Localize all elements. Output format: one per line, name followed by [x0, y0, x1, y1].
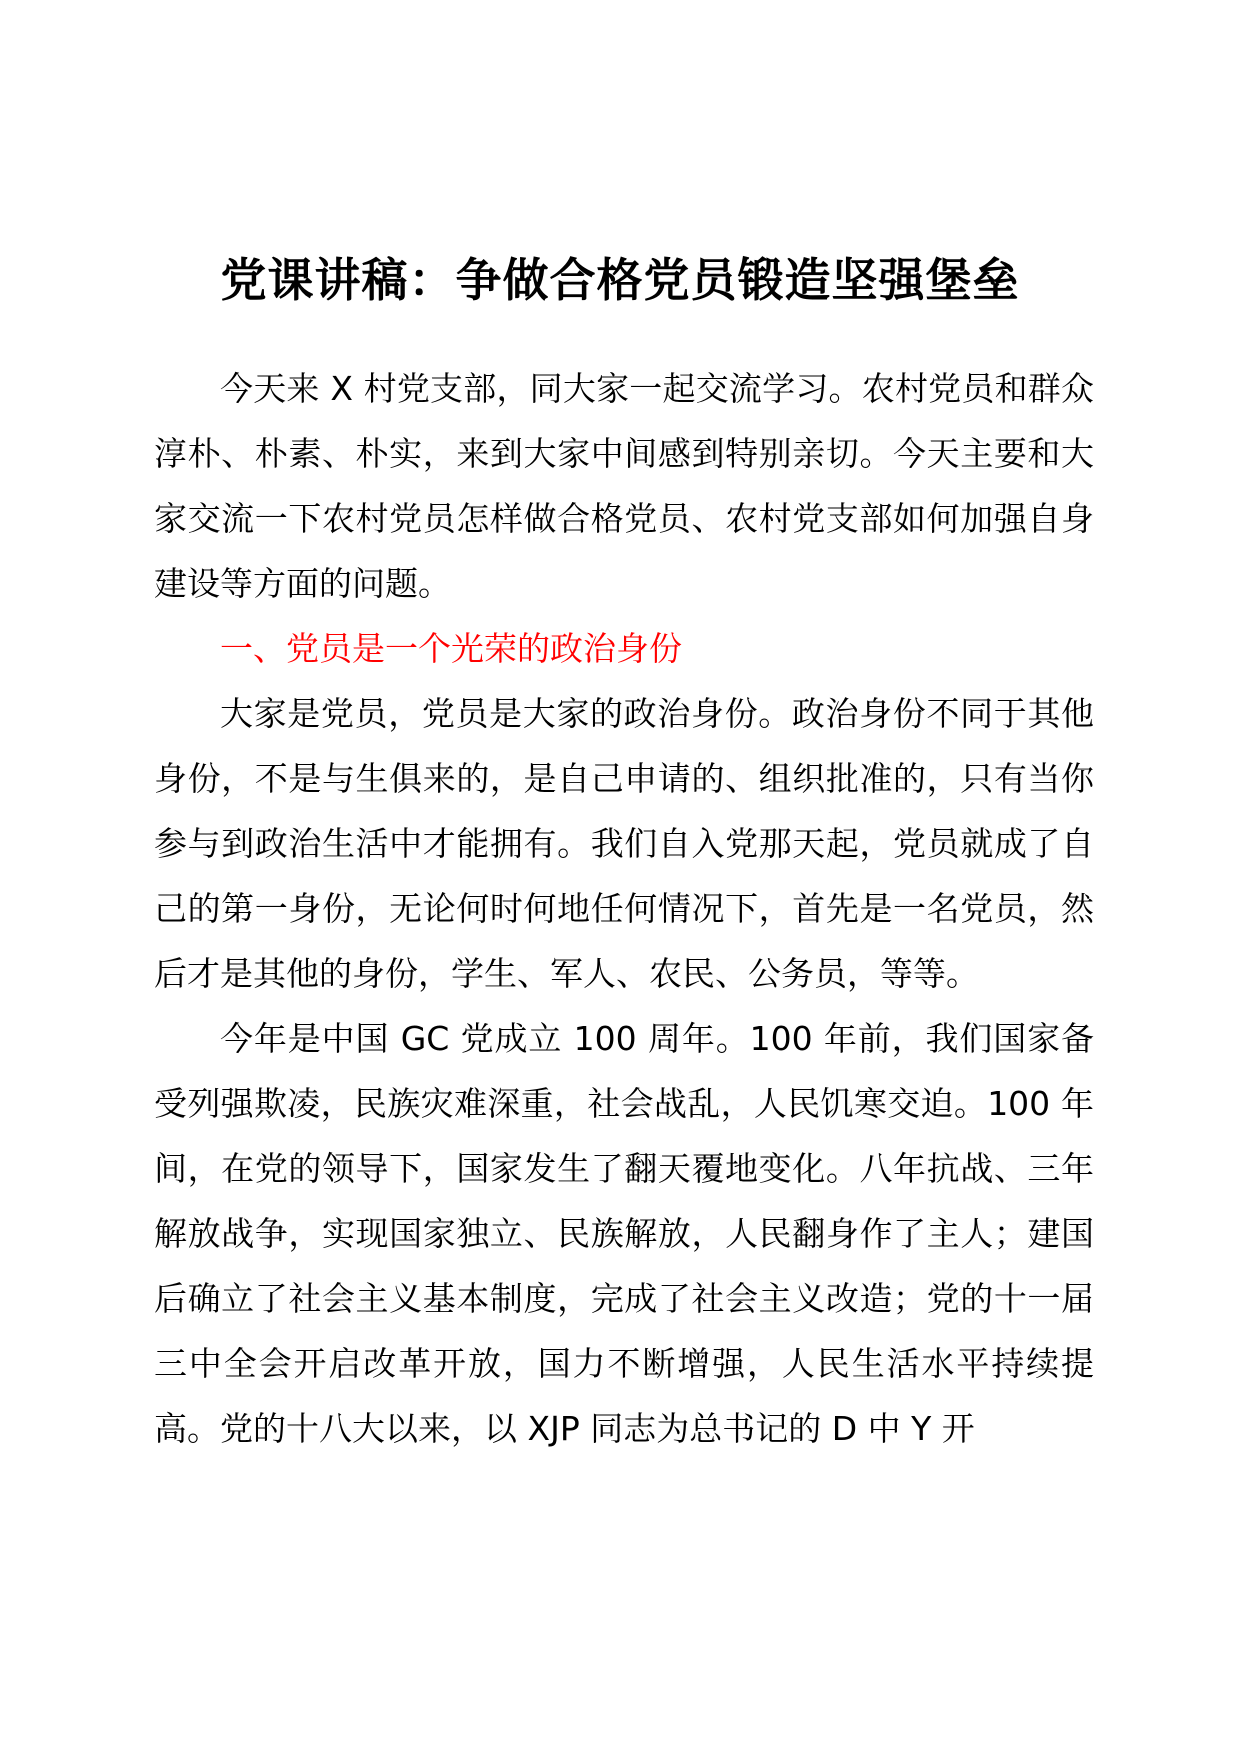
section1-paragraph-1: 大家是党员，党员是大家的政治身份。政治身份不同于其他身份，不是与生俱来的，是自己申请的、组织批准的，只有当你参与到政治生活中才能拥有。我们自入党那天起，党员就成了自己的第一身份，无论何时何地任何情况下，首先是一名党员，然后才是其他的身份，学生、军人、农民、公务员，等等。: [154, 694, 1094, 993]
document-title: 党课讲稿：争做合格党员锻造坚强堡垒: [220, 253, 1020, 307]
document-body: [154, 356, 1094, 1461]
section-heading-1: 一、党员是一个光荣的政治身份: [220, 629, 682, 668]
intro-paragraph: 今天来 X 村党支部，同大家一起交流学习。农村党员和群众淳朴、朴素、朴实，来到大家中间感到特别亲切。今天主要和大家交流一下农村党员怎样做合格党员、农村党支部如何加强自身建设等方面的问题。: [154, 369, 1094, 603]
section1-paragraph-2: 今年是中国 GC 党成立 100 周年。100 年前，我们国家备受列强欺凌，民族灾难深重，社会战乱，人民饥寒交迫。100 年间，在党的领导下，国家发生了翻天覆地变化。八年抗战、三年解放战争，实现国家独立、民族解放，人民翻身作了主人；建国后确立了社会主义基本制度，完成了社会主义改造；党的十一届三中全会开启改革开放，国力不断增强，人民生活水平持续提高。党的十八大以来，以 XJP 同志为总书记的 D 中 Y 开: [154, 1019, 1094, 1448]
